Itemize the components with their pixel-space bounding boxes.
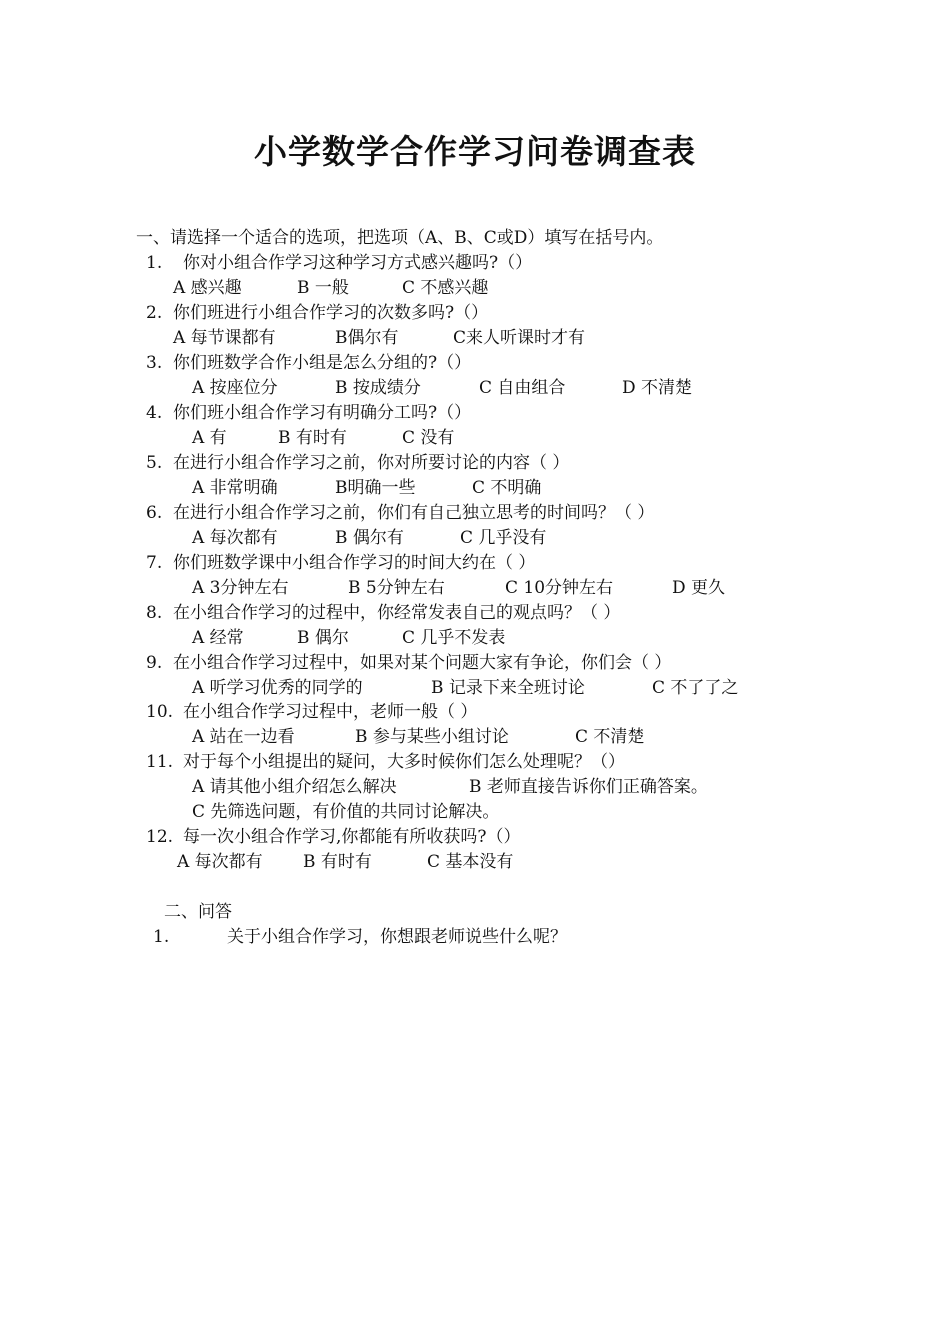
option: C 10分钟左右: [505, 578, 614, 598]
option: B 参与某些小组讨论: [355, 727, 509, 747]
option: C 不清楚: [575, 727, 645, 747]
question-number: 4.: [146, 403, 163, 423]
option: A 非常明确: [192, 478, 278, 498]
section1-heading: 一、请选择一个适合的选项，把选项（A、B、C或D）填写在括号内。: [136, 228, 664, 248]
option: A 经常: [192, 628, 244, 648]
section2-heading: 二、问答: [164, 902, 232, 922]
option: B明确一些: [335, 478, 416, 498]
option: C 没有: [402, 428, 455, 448]
question-text: 在小组合作学习过程中，老师一般（ ）: [183, 702, 478, 722]
option: C 不明确: [472, 478, 542, 498]
option: C来人听课时才有: [453, 328, 586, 348]
option: C 先筛选问题，有价值的共同讨论解决。: [192, 802, 500, 822]
question-text: 对于每个小组提出的疑问，大多时候你们怎么处理呢？（）: [183, 752, 625, 772]
option: A 听学习优秀的同学的: [192, 678, 363, 698]
question-text: 你们班数学合作小组是怎么分组的?（）: [173, 353, 472, 373]
option: A 感兴趣: [173, 278, 242, 298]
option: A 按座位分: [192, 378, 278, 398]
option: D 更久: [672, 578, 726, 598]
question-text: 在进行小组合作学习之前，你对所要讨论的内容（ ）: [173, 453, 570, 473]
option: C 基本没有: [427, 852, 514, 872]
question-number: 1.: [153, 927, 170, 947]
question-text: 你对小组合作学习这种学习方式感兴趣吗?（）: [183, 253, 533, 273]
option: C 不感兴趣: [402, 278, 489, 298]
option: B 有时有: [303, 852, 372, 872]
page-title: 小学数学合作学习问卷调查表: [254, 132, 696, 171]
option: A 3分钟左右: [192, 578, 289, 598]
option: A 有: [192, 428, 227, 448]
question-text: 你们班进行小组合作学习的次数多吗?（）: [173, 303, 489, 323]
option: A 请其他小组介绍怎么解决: [192, 777, 397, 797]
option: D 不清楚: [622, 378, 693, 398]
option: C 几乎没有: [460, 528, 547, 548]
question-number: 2.: [146, 303, 163, 323]
option: B 偶尔有: [335, 528, 404, 548]
option: B 按成绩分: [335, 378, 421, 398]
option: B 记录下来全班讨论: [431, 678, 585, 698]
question-number: 5.: [146, 453, 163, 473]
question-number: 1.: [146, 253, 163, 273]
question-text: 在进行小组合作学习之前，你们有自己独立思考的时间吗？（ ）: [173, 503, 655, 523]
option: B 5分钟左右: [348, 578, 445, 598]
question-number: 6.: [146, 503, 163, 523]
option: C 不了了之: [652, 678, 739, 698]
question-number: 9.: [146, 653, 163, 673]
option: C 自由组合: [479, 378, 566, 398]
question-number: 10.: [146, 702, 174, 722]
question-text: 你们班小组合作学习有明确分工吗?（）: [173, 403, 472, 423]
question-text: 在小组合作学习过程中，如果对某个问题大家有争论，你们会（ ）: [173, 653, 672, 673]
question-text: 在小组合作学习的过程中，你经常发表自己的观点吗？（ ）: [173, 603, 621, 623]
option: A 每次都有: [192, 528, 278, 548]
question-number: 7.: [146, 553, 163, 573]
option: B 偶尔: [297, 628, 349, 648]
option: A 每节课都有: [173, 328, 276, 348]
option: B偶尔有: [335, 328, 399, 348]
question-number: 11.: [146, 752, 174, 772]
question-number: 12.: [146, 827, 174, 847]
question-text: 你们班数学课中小组合作学习的时间大约在（ ）: [173, 553, 536, 573]
option: B 老师直接告诉你们正确答案。: [469, 777, 708, 797]
question-text: 关于小组合作学习，你想跟老师说些什么呢？: [227, 927, 567, 947]
option: A 每次都有: [177, 852, 263, 872]
option: A 站在一边看: [192, 727, 295, 747]
option: B 一般: [297, 278, 349, 298]
question-text: 每一次小组合作学习,你都能有所收获吗?（）: [183, 827, 521, 847]
option: B 有时有: [278, 428, 347, 448]
question-number: 8.: [146, 603, 163, 623]
question-number: 3.: [146, 353, 163, 373]
option: C 几乎不发表: [402, 628, 506, 648]
